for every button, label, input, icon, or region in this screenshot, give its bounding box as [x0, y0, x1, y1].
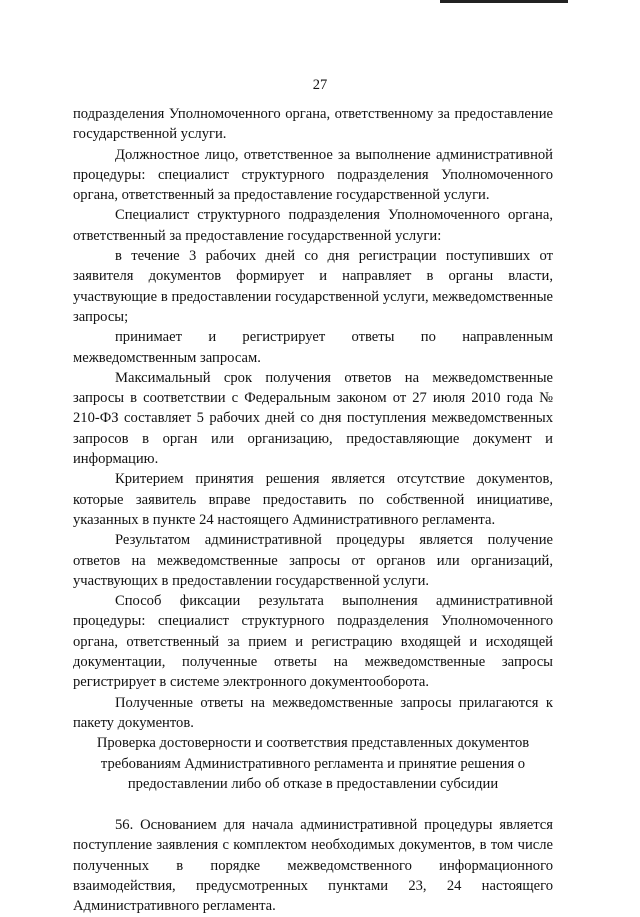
section-heading-line: требованиям Административного регламента и принятие решения о	[100, 755, 526, 772]
paragraph-fixation-method: Способ фиксации результата выполнения административной процедуры: специалист структурного подразделения Уполномоченного органа, ответственный за прием и регистрацию входящей и исходящей документации, полученные ответы на межведомственные запросы регистрирует в системе электронного документооборота.	[73, 593, 553, 691]
paragraph-result: Результатом административной процедуры является получение ответов на межведомственные запросы от органов или организаций, участвующих в предоставлении государственной услуги.	[73, 532, 553, 589]
section-heading	[73, 733, 553, 794]
paragraph-accepts-registers: принимает и регистрирует ответы по направленным межведомственным запросам.	[73, 329, 553, 366]
paragraph-responses-attached: Полученные ответы на межведомственные запросы прилагаются к пакету документов.	[73, 694, 553, 731]
paragraph-max-period: Максимальный срок получения ответов на межведомственные запросы в соответствии с Федеральным законом от 27 июля 2010 года № 210-ФЗ составляет 5 рабочих дней со дня поступления межведомственных запросов в орган или организацию, предоставляющие документ и информацию.	[73, 369, 553, 468]
page-number: 27	[312, 77, 328, 93]
paragraph-specialist: Специалист структурного подразделения Уполномоченного органа, ответственный за предоставление государственной услуги:	[73, 207, 553, 244]
paragraph-decision-criterion: Критерием принятия решения является отсутствие документов, которые заявитель вправе предоставить по собственной инициативе, указанных в пункте 24 настоящего Административного регламента.	[73, 471, 553, 528]
paragraph-continuation: подразделения Уполномоченного органа, ответственному за предоставление государственной услуги.	[73, 106, 553, 143]
section-heading-line: предоставлении либо об отказе в предоставлении субсидии	[127, 775, 499, 792]
top-edge-mark	[440, 0, 568, 3]
paragraph-responsible-person: Должностное лицо, ответственное за выполнение административной процедуры: специалист структурного подразделения Уполномоченного органа, ответственный за предоставление государственной услуги.	[73, 146, 553, 204]
paragraph-56: 56. Основанием для начала административной процедуры является поступление заявления с комплектом необходимых документов, в том числе полученных в порядке межведомственного информационного взаимодействия, предусмотренных пунктами 23, 24 настоящего Административного регламента.	[73, 817, 553, 915]
paragraph-within-3-days: в течение 3 рабочих дней со дня регистрации поступивших от заявителя документов формирует и направляет в органы власти, участвующие в предоставлении государственной услуги, межведомственные запросы;	[73, 248, 553, 325]
document-body	[73, 104, 553, 917]
section-heading-line: Проверка достоверности и соответствия представленных документов	[96, 735, 530, 752]
